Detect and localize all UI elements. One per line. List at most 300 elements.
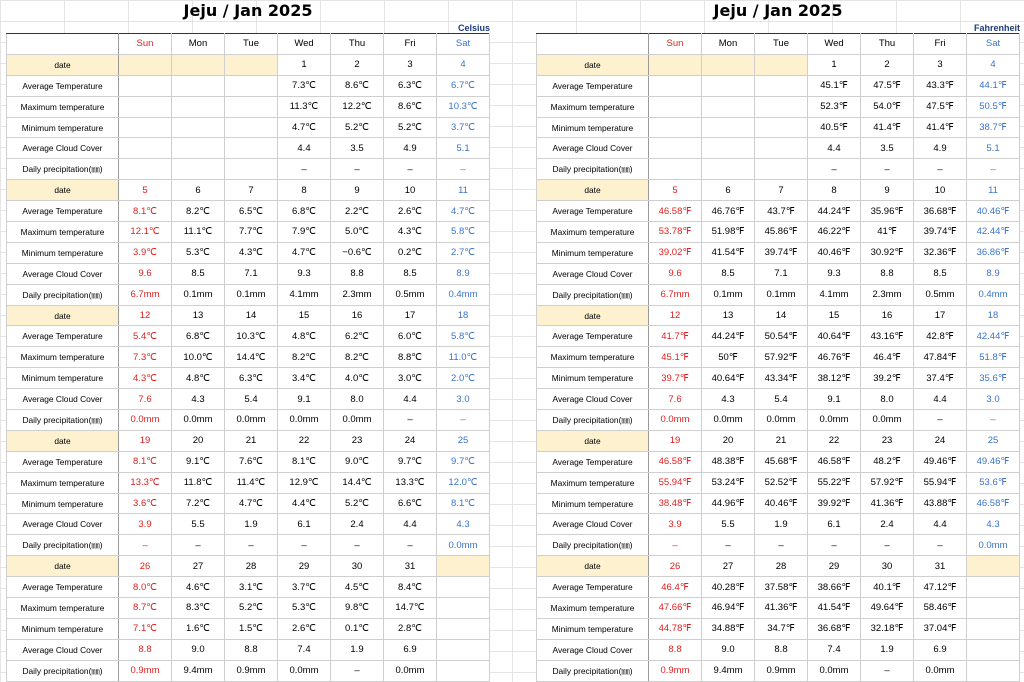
max-cell: 8.7℃ <box>119 598 172 619</box>
date-cell: 26 <box>119 556 172 577</box>
min-cell: 5.2℃ <box>331 493 384 514</box>
min-row-label: Minimum temperature <box>7 368 119 389</box>
max-cell: 52.52℉ <box>755 472 808 493</box>
date-cell: 7 <box>755 180 808 201</box>
min-cell: 6.6℃ <box>384 493 437 514</box>
cloud-cell: 3.5 <box>861 138 914 159</box>
precip-cell: – <box>172 535 225 556</box>
avg-cell: 37.58℉ <box>755 577 808 598</box>
max-cell: 10.3℃ <box>437 96 490 117</box>
avg-cell: 46.4℉ <box>649 577 702 598</box>
avg-cell <box>437 577 490 598</box>
precip-cell: – <box>437 410 490 431</box>
date-cell: 13 <box>702 305 755 326</box>
date-cell: 17 <box>914 305 967 326</box>
cloud-cell: 8.8 <box>331 263 384 284</box>
min-cell <box>119 117 172 138</box>
precip-cell: – <box>861 535 914 556</box>
min-cell: 32.36℉ <box>914 242 967 263</box>
max-cell: 53.78℉ <box>649 222 702 243</box>
cloud-cell: 4.3 <box>967 514 1020 535</box>
date-row-label: date <box>7 556 119 577</box>
avg-cell: 40.1℉ <box>861 577 914 598</box>
avg-row <box>537 451 1020 472</box>
max-cell: 50.5℉ <box>967 96 1020 117</box>
date-cell: 20 <box>172 430 225 451</box>
weekday-header-sun: Sun <box>649 34 702 55</box>
date-cell: 23 <box>861 430 914 451</box>
precip-cell: 0.9mm <box>119 660 172 681</box>
avg-row-label: Average Temperature <box>537 577 649 598</box>
date-cell <box>225 54 278 75</box>
date-cell: 3 <box>384 54 437 75</box>
cloud-cell: 9.3 <box>278 263 331 284</box>
avg-row-label: Average Temperature <box>7 201 119 222</box>
date-cell: 30 <box>861 556 914 577</box>
min-cell: 36.86℉ <box>967 242 1020 263</box>
cloud-row <box>537 389 1020 410</box>
min-cell: 7.2℃ <box>172 493 225 514</box>
date-cell: 7 <box>225 180 278 201</box>
avg-cell <box>755 75 808 96</box>
precip-cell: – <box>649 535 702 556</box>
date-cell <box>437 556 490 577</box>
max-cell: 55.94℉ <box>649 472 702 493</box>
cloud-cell: 5.5 <box>172 514 225 535</box>
cloud-cell: 1.9 <box>755 514 808 535</box>
date-cell <box>172 54 225 75</box>
precip-cell: 9.4mm <box>172 660 225 681</box>
date-cell: 10 <box>914 180 967 201</box>
min-cell: 2.8℃ <box>384 618 437 639</box>
avg-row-label: Average Temperature <box>537 201 649 222</box>
date-row-label: date <box>537 556 649 577</box>
max-cell: 11.1℃ <box>172 222 225 243</box>
date-cell <box>755 54 808 75</box>
cloud-cell <box>755 138 808 159</box>
date-cell: 5 <box>649 180 702 201</box>
avg-cell: 35.96℉ <box>861 201 914 222</box>
precip-row <box>7 159 490 180</box>
min-cell: 36.68℉ <box>808 618 861 639</box>
precip-cell: 0.9mm <box>755 660 808 681</box>
avg-cell: 44.24℉ <box>808 201 861 222</box>
max-cell: 7.3℃ <box>119 347 172 368</box>
min-cell: 4.7℃ <box>225 493 278 514</box>
precip-row <box>537 535 1020 556</box>
avg-cell: 41.7℉ <box>649 326 702 347</box>
max-cell <box>225 96 278 117</box>
avg-cell: 6.2℃ <box>331 326 384 347</box>
fahrenheit-title: Jeju / Jan 2025 <box>713 1 843 20</box>
min-cell: 41.4℉ <box>861 117 914 138</box>
precip-cell: 0.0mm <box>437 535 490 556</box>
cloud-cell: 3.9 <box>119 514 172 535</box>
date-cell: 4 <box>437 54 490 75</box>
max-cell: 55.22℉ <box>808 472 861 493</box>
cloud-cell <box>225 138 278 159</box>
min-cell: 6.3℃ <box>225 368 278 389</box>
cloud-cell: 8.5 <box>384 263 437 284</box>
max-cell: 47.66℉ <box>649 598 702 619</box>
precip-row-label: Daily precipitation(㎜) <box>537 410 649 431</box>
avg-cell: 48.38℉ <box>702 451 755 472</box>
max-cell: 5.8℃ <box>437 222 490 243</box>
max-cell: 11.3℃ <box>278 96 331 117</box>
cloud-row-label: Average Cloud Cover <box>537 263 649 284</box>
cloud-row-label: Average Cloud Cover <box>537 514 649 535</box>
max-cell: 51.8℉ <box>967 347 1020 368</box>
min-cell: 40.64℉ <box>702 368 755 389</box>
min-row <box>7 242 490 263</box>
cloud-cell: 4.4 <box>278 138 331 159</box>
avg-row <box>537 201 1020 222</box>
max-cell <box>649 96 702 117</box>
precip-cell: – <box>331 159 384 180</box>
weekday-header-fri: Fri <box>914 34 967 55</box>
date-cell: 16 <box>331 305 384 326</box>
max-cell: 46.94℉ <box>702 598 755 619</box>
cloud-cell: 7.6 <box>649 389 702 410</box>
precip-cell: – <box>331 660 384 681</box>
avg-cell: 44.1℉ <box>967 75 1020 96</box>
max-cell: 5.3℃ <box>278 598 331 619</box>
min-cell: 37.04℉ <box>914 618 967 639</box>
date-row <box>7 54 490 75</box>
min-cell: 0.2℃ <box>384 242 437 263</box>
avg-cell: 6.0℃ <box>384 326 437 347</box>
min-cell: 2.7℃ <box>437 242 490 263</box>
cloud-cell: 6.9 <box>384 639 437 660</box>
cloud-cell: 7.1 <box>225 263 278 284</box>
min-cell: 2.6℃ <box>278 618 331 639</box>
cloud-row <box>537 263 1020 284</box>
cloud-cell: 4.4 <box>384 514 437 535</box>
date-cell: 4 <box>967 54 1020 75</box>
cloud-cell <box>702 138 755 159</box>
precip-row <box>537 410 1020 431</box>
min-cell: 40.46℉ <box>755 493 808 514</box>
avg-row-label: Average Temperature <box>7 577 119 598</box>
date-row <box>537 180 1020 201</box>
date-cell: 12 <box>649 305 702 326</box>
avg-cell: 45.68℉ <box>755 451 808 472</box>
cloud-cell: 9.6 <box>119 263 172 284</box>
date-row <box>7 430 490 451</box>
max-cell: 57.92℉ <box>861 472 914 493</box>
max-cell: 41℉ <box>861 222 914 243</box>
date-row-label: date <box>537 430 649 451</box>
precip-cell: – <box>861 660 914 681</box>
precip-cell: 0.0mm <box>278 660 331 681</box>
max-cell: 7.7℃ <box>225 222 278 243</box>
precip-cell: 0.1mm <box>702 284 755 305</box>
cloud-cell: 9.3 <box>808 263 861 284</box>
precip-cell: 0.0mm <box>702 410 755 431</box>
min-row-label: Minimum temperature <box>537 368 649 389</box>
cloud-cell: 8.8 <box>649 639 702 660</box>
avg-cell: 9.7℃ <box>384 451 437 472</box>
precip-cell: – <box>808 159 861 180</box>
celsius-panel <box>6 0 490 682</box>
celsius-unit-label: Celsius <box>457 23 490 33</box>
avg-cell: 3.1℃ <box>225 577 278 598</box>
min-cell <box>755 117 808 138</box>
weekday-header-tue: Tue <box>225 34 278 55</box>
date-cell: 19 <box>119 430 172 451</box>
avg-row <box>7 326 490 347</box>
cloud-cell: 3.9 <box>649 514 702 535</box>
precip-cell <box>702 159 755 180</box>
max-cell: 12.2℃ <box>331 96 384 117</box>
precip-cell: – <box>331 535 384 556</box>
min-cell: 34.7℉ <box>755 618 808 639</box>
max-cell: 14.4℃ <box>331 472 384 493</box>
avg-row-label: Average Temperature <box>537 451 649 472</box>
cloud-cell: 8.8 <box>119 639 172 660</box>
avg-cell <box>702 75 755 96</box>
cloud-cell: 6.1 <box>808 514 861 535</box>
max-cell: 10.0℃ <box>172 347 225 368</box>
date-cell: 25 <box>437 430 490 451</box>
date-row-label: date <box>7 180 119 201</box>
min-cell: 4.3℃ <box>225 242 278 263</box>
min-row-label: Minimum temperature <box>7 117 119 138</box>
avg-cell <box>225 75 278 96</box>
avg-cell: 5.4℃ <box>119 326 172 347</box>
precip-cell <box>755 159 808 180</box>
max-row-label: Maximum temperature <box>7 222 119 243</box>
max-row <box>537 222 1020 243</box>
precip-cell <box>967 660 1020 681</box>
min-cell: 39.74℉ <box>755 242 808 263</box>
precip-cell: 0.0mm <box>755 410 808 431</box>
precip-cell: 0.0mm <box>649 410 702 431</box>
precip-cell <box>172 159 225 180</box>
min-cell: 32.18℉ <box>861 618 914 639</box>
max-cell: 12.9℃ <box>278 472 331 493</box>
precip-cell: – <box>914 410 967 431</box>
max-row-label: Maximum temperature <box>7 96 119 117</box>
cloud-cell: 5.1 <box>967 138 1020 159</box>
avg-cell: 8.6℃ <box>331 75 384 96</box>
max-cell: 5.2℃ <box>225 598 278 619</box>
date-cell: 5 <box>119 180 172 201</box>
precip-row-label: Daily precipitation(㎜) <box>7 284 119 305</box>
cloud-row-label: Average Cloud Cover <box>7 138 119 159</box>
cloud-cell: 8.8 <box>861 263 914 284</box>
precip-cell: 4.1mm <box>808 284 861 305</box>
cloud-cell <box>649 138 702 159</box>
precip-cell: 0.1mm <box>225 284 278 305</box>
weekday-header-tue: Tue <box>755 34 808 55</box>
max-cell: 11.0℃ <box>437 347 490 368</box>
precip-cell: 0.0mm <box>331 410 384 431</box>
precip-cell: – <box>967 410 1020 431</box>
date-row <box>7 556 490 577</box>
max-cell: 55.94℉ <box>914 472 967 493</box>
precip-cell: 0.4mm <box>437 284 490 305</box>
weekday-header-mon: Mon <box>702 34 755 55</box>
precip-cell <box>649 159 702 180</box>
cloud-row-label: Average Cloud Cover <box>7 389 119 410</box>
cloud-cell: 3.5 <box>331 138 384 159</box>
max-row-label: Maximum temperature <box>7 472 119 493</box>
date-cell <box>119 54 172 75</box>
avg-cell: 6.3℃ <box>384 75 437 96</box>
min-cell: 4.3℃ <box>119 368 172 389</box>
min-cell: 39.02℉ <box>649 242 702 263</box>
cloud-cell: 7.4 <box>808 639 861 660</box>
max-cell: 46.4℉ <box>861 347 914 368</box>
date-cell: 28 <box>755 556 808 577</box>
avg-cell: 4.6℃ <box>172 577 225 598</box>
precip-cell: 0.0mm <box>384 660 437 681</box>
max-cell: 4.3℃ <box>384 222 437 243</box>
min-cell <box>967 618 1020 639</box>
precip-cell: – <box>119 535 172 556</box>
precip-cell: – <box>914 535 967 556</box>
avg-cell: 47.12℉ <box>914 577 967 598</box>
date-cell: 2 <box>331 54 384 75</box>
date-cell: 11 <box>437 180 490 201</box>
precip-cell: – <box>861 159 914 180</box>
min-cell: 4.0℃ <box>331 368 384 389</box>
min-cell: 40.46℉ <box>808 242 861 263</box>
precip-cell: 0.0mm <box>808 410 861 431</box>
min-cell: 38.7℉ <box>967 117 1020 138</box>
cloud-cell: 6.1 <box>278 514 331 535</box>
avg-cell: 7.3℃ <box>278 75 331 96</box>
date-cell: 15 <box>808 305 861 326</box>
precip-cell: 0.1mm <box>172 284 225 305</box>
precip-cell: – <box>225 535 278 556</box>
min-cell: 8.1℃ <box>437 493 490 514</box>
weekday-header-sat: Sat <box>437 34 490 55</box>
max-cell: 13.3℃ <box>384 472 437 493</box>
precip-cell: 0.5mm <box>914 284 967 305</box>
avg-cell: 10.3℃ <box>225 326 278 347</box>
cloud-row-label: Average Cloud Cover <box>7 263 119 284</box>
max-cell: 8.3℃ <box>172 598 225 619</box>
cloud-cell: 9.0 <box>172 639 225 660</box>
max-cell: 39.74℉ <box>914 222 967 243</box>
precip-row <box>537 660 1020 681</box>
precip-cell: 0.0mm <box>172 410 225 431</box>
date-cell <box>967 556 1020 577</box>
date-cell: 8 <box>278 180 331 201</box>
fahrenheit-unit-label: Fahrenheit <box>973 23 1020 33</box>
max-cell <box>437 598 490 619</box>
precip-cell: – <box>967 159 1020 180</box>
avg-row-label: Average Temperature <box>7 326 119 347</box>
min-row <box>7 368 490 389</box>
cloud-cell: 5.4 <box>225 389 278 410</box>
avg-cell: 6.8℃ <box>278 201 331 222</box>
date-cell: 22 <box>808 430 861 451</box>
min-cell: 4.8℃ <box>172 368 225 389</box>
max-cell: 11.4℃ <box>225 472 278 493</box>
avg-cell: 44.24℉ <box>702 326 755 347</box>
avg-cell: 4.7℃ <box>437 201 490 222</box>
date-row-label: date <box>7 430 119 451</box>
cloud-cell: 4.3 <box>437 514 490 535</box>
cloud-row <box>7 514 490 535</box>
header-corner-cell <box>7 34 119 55</box>
weekday-header-fri: Fri <box>384 34 437 55</box>
min-cell: 3.4℃ <box>278 368 331 389</box>
precip-cell: – <box>702 535 755 556</box>
avg-cell: 49.46℉ <box>914 451 967 472</box>
avg-cell <box>649 75 702 96</box>
max-cell: 14.7℃ <box>384 598 437 619</box>
max-cell: 45.86℉ <box>755 222 808 243</box>
precip-cell <box>437 660 490 681</box>
avg-cell: 6.8℃ <box>172 326 225 347</box>
cloud-cell: 8.0 <box>331 389 384 410</box>
precip-cell: 6.7mm <box>649 284 702 305</box>
precip-row-label: Daily precipitation(㎜) <box>537 159 649 180</box>
avg-cell: 43.3℉ <box>914 75 967 96</box>
min-cell: −0.6℃ <box>331 242 384 263</box>
precip-row-label: Daily precipitation(㎜) <box>7 159 119 180</box>
date-cell: 3 <box>914 54 967 75</box>
avg-row <box>537 75 1020 96</box>
max-row <box>537 96 1020 117</box>
avg-cell: 46.58℉ <box>649 451 702 472</box>
max-row-label: Maximum temperature <box>7 598 119 619</box>
weekday-header-wed: Wed <box>278 34 331 55</box>
celsius-calendar-table <box>6 33 490 682</box>
precip-row-label: Daily precipitation(㎜) <box>7 410 119 431</box>
max-cell: 47.5℉ <box>914 96 967 117</box>
max-cell: 8.8℃ <box>384 347 437 368</box>
cloud-cell: 4.3 <box>172 389 225 410</box>
avg-cell: 5.8℃ <box>437 326 490 347</box>
date-cell: 24 <box>914 430 967 451</box>
cloud-row <box>7 639 490 660</box>
precip-cell: 0.0mm <box>278 410 331 431</box>
cloud-row-label: Average Cloud Cover <box>537 138 649 159</box>
precip-cell: 0.5mm <box>384 284 437 305</box>
weekday-header-sat: Sat <box>967 34 1020 55</box>
max-cell: 46.22℉ <box>808 222 861 243</box>
min-cell: 40.5℉ <box>808 117 861 138</box>
precip-cell: – <box>755 535 808 556</box>
precip-cell: – <box>914 159 967 180</box>
avg-cell: 6.5℃ <box>225 201 278 222</box>
cloud-cell: 8.9 <box>967 263 1020 284</box>
avg-cell: 6.7℃ <box>437 75 490 96</box>
cloud-cell: 2.4 <box>331 514 384 535</box>
max-cell: 47.84℉ <box>914 347 967 368</box>
precip-cell: 6.7mm <box>119 284 172 305</box>
avg-cell: 47.5℉ <box>861 75 914 96</box>
precip-cell: – <box>437 159 490 180</box>
min-cell: 4.7℃ <box>278 117 331 138</box>
min-cell <box>702 117 755 138</box>
avg-cell: 38.66℉ <box>808 577 861 598</box>
date-cell: 25 <box>967 430 1020 451</box>
min-row <box>537 618 1020 639</box>
date-cell: 21 <box>755 430 808 451</box>
cloud-row-label: Average Cloud Cover <box>537 639 649 660</box>
date-row <box>537 305 1020 326</box>
min-cell: 3.9℃ <box>119 242 172 263</box>
cloud-cell: 8.5 <box>914 263 967 284</box>
date-cell: 28 <box>225 556 278 577</box>
min-cell: 38.12℉ <box>808 368 861 389</box>
